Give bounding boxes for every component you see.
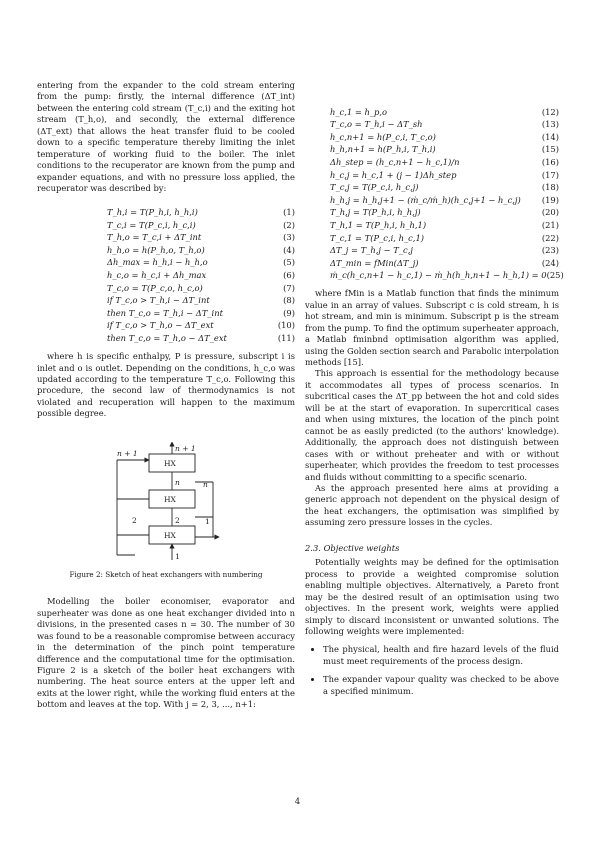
equation: then T_c,o = T_h,i − ΔT_int (9) <box>107 307 295 318</box>
hx-label: HX <box>164 458 176 468</box>
right-column <box>305 80 564 704</box>
equation: T_h,1 = T(P_h,i, h_h,1) (21) <box>330 219 559 230</box>
equation: T_c,j = T(P_c,i, h_c,j) (18) <box>330 182 559 193</box>
paragraph: Modelling the boiler economiser, evaporator and superheater was done as one heat exchanger divided into n divisions, in the presented cases n = 30. The number of 30 was found to be a reasonable compromise between accuracy in the determination of the pinch point temperature difference and the computational time for the optimisation. Figure 2 is a sketch of the boiler heat exchangers with numbering. The heat source enters at the upper left and exits at the lower right, while the working fluid enters at the bottom and leaves at the top. With j = 2, 3, ..., n+1: <box>37 596 295 710</box>
equation: T_c,o = T_h,i − ΔT_sh (13) <box>330 119 559 130</box>
label-2-left: 2 <box>132 515 137 525</box>
equation: T_h,i = T(P_h,i, h_h,i) (1) <box>107 207 295 218</box>
equation: then T_c,o = T_h,o − ΔT_ext (11) <box>107 333 295 344</box>
paragraph: Potentially weights may be defined for the optimisation process to provide a weighted compromise solution enabling multiple objectives. Alternatively, a Pareto front may be the desired result of an optimisation using two objectives. In the present work, weights were applied simply to discard inconsistent or unwanted solutions. The following weights were implemented: <box>305 557 559 636</box>
page-number: 4 <box>294 797 301 807</box>
hx-label: HX <box>164 494 176 504</box>
paragraph: entering from the expander to the cold stream entering from the pump: firstly, the internal difference (ΔT_int) between the entering cold stream (T_c,i) and the exiting hot stream (T_h,o), and secondly, the external difference (ΔT_ext) that allows the heat transfer fluid to be cooled down to a specific temperature thereby limiting the inlet temperature of working fluid to the boiler. The inlet conditions to the recuperator are known from the pump and expander equations, and with no pressure loss applied, the recuperator was described by: <box>37 80 295 194</box>
figure-caption: Figure 2: Sketch of heat exchangers with numbering <box>69 569 263 579</box>
equation: h_h,n+1 = h(P_h,i, T_h,i) (15) <box>330 144 559 155</box>
equation: ṁ_c(h_c,n+1 − h_c,1) − ṁ_h(h_h,n+1 − h_h,1) = 0 (25) <box>330 270 564 281</box>
equation: T_c,1 = T(P_c,i, h_c,1) (22) <box>330 232 559 243</box>
equation: h_c,o = h_c,i + Δh_max (6) <box>107 270 295 281</box>
equation-block <box>305 106 564 282</box>
label-n-right: n <box>203 479 208 489</box>
equation: h_c,j = h_c,1 + (j − 1)Δh_step (17) <box>330 169 559 180</box>
label-n-plus-1-top: n + 1 <box>175 443 196 453</box>
equation: ΔT_j = T_h,j − T_c,j (23) <box>330 245 559 256</box>
bullet-list <box>305 644 559 697</box>
paragraph: As the approach presented here aims at providing a generic approach not dependent on the physical design of the heat exchangers, the optimisation was simplified by assuming zero pressure losses in the cycles. <box>305 483 559 528</box>
label-n-mid: n <box>175 477 180 487</box>
list-item: • The expander vapour quality was checked to be above a specified minimum. <box>323 674 559 697</box>
section-title: 2.3. Objective weights <box>305 542 400 553</box>
equation: T_h,j = T(P_h,i, h_h,j) (20) <box>330 207 559 218</box>
list-item: • The physical, health and fire hazard levels of the fluid must meet requirements of the process design. <box>323 644 559 667</box>
equation: T_c,o = T(P_c,o, h_c,o) (7) <box>107 282 295 293</box>
equation: h_h,j = h_h,j+1 − (ṁ_c/ṁ_h)(h_c,j+1 − h_c,j) (19) <box>330 194 559 205</box>
equation: T_c,i = T(P_c,i, h_c,i) (2) <box>107 219 295 230</box>
equation: if T_c,o > T_h,i − ΔT_int (8) <box>107 295 295 306</box>
hx-label: HX <box>164 530 176 540</box>
equation-block <box>37 207 295 346</box>
label-2-mid: 2 <box>175 515 180 525</box>
label-n-plus-1-left: n + 1 <box>117 448 138 458</box>
heat-exchanger-sketch <box>37 442 295 562</box>
equation: Δh_max = h_h,i − h_h,o (5) <box>107 257 295 268</box>
label-1-right: 1 <box>205 516 210 526</box>
paragraph: This approach is essential for the methodology because it accommodates all types of process scenarios. In subcritical cases the ΔT_pp between the hot and cold sides will be at the start of evaporation. In supercritical cases and when using mixtures, the location of the pinch point cannot be as easily predicted (to the authors' knowledge). Additionally, the approach does not distinguish between cases with or without preheater and with or without superheater, which provides the freedom to test processes and fluids without committing to a specific scenario. <box>305 368 559 482</box>
label-1-bottom: 1 <box>175 551 180 561</box>
equation: if T_c,o > T_h,o − ΔT_ext (10) <box>107 320 295 331</box>
equation: h_c,1 = h_p,o (12) <box>330 106 559 117</box>
left-column <box>37 80 295 711</box>
equation: ΔT_min = fMin(ΔT_j) (24) <box>330 257 559 268</box>
paragraph: where fMin is a Matlab function that finds the minimum value in an array of values. Subscript c is cold stream, h is hot stream, and min is minimum. Subscript p is the stream from the pump. To find the optimum superheater approach, a Matlab fminbnd optimisation algorithm was applied, using the Golden section search and Parabolic interpolation methods [15]. <box>305 288 559 368</box>
paragraph: where h is specific enthalpy, P is pressure, subscript i is inlet and o is outlet. Depending on the conditions, h_c,o was updated according to the temperature T_c,o. Following this procedure, the second law of thermodynamics is not violated and recuperation will happen to the maximum possible degree. <box>37 351 295 419</box>
equation: h_c,n+1 = h(P_c,i, T_c,o) (14) <box>330 131 559 142</box>
equation: T_h,o = T_c,i + ΔT_int (3) <box>107 232 295 243</box>
equation: Δh_step = (h_c,n+1 − h_c,1)/n (16) <box>330 156 559 167</box>
equation: h_h,o = h(P_h,o, T_h,o) (4) <box>107 244 295 255</box>
heat-exchanger-figure <box>37 442 295 562</box>
